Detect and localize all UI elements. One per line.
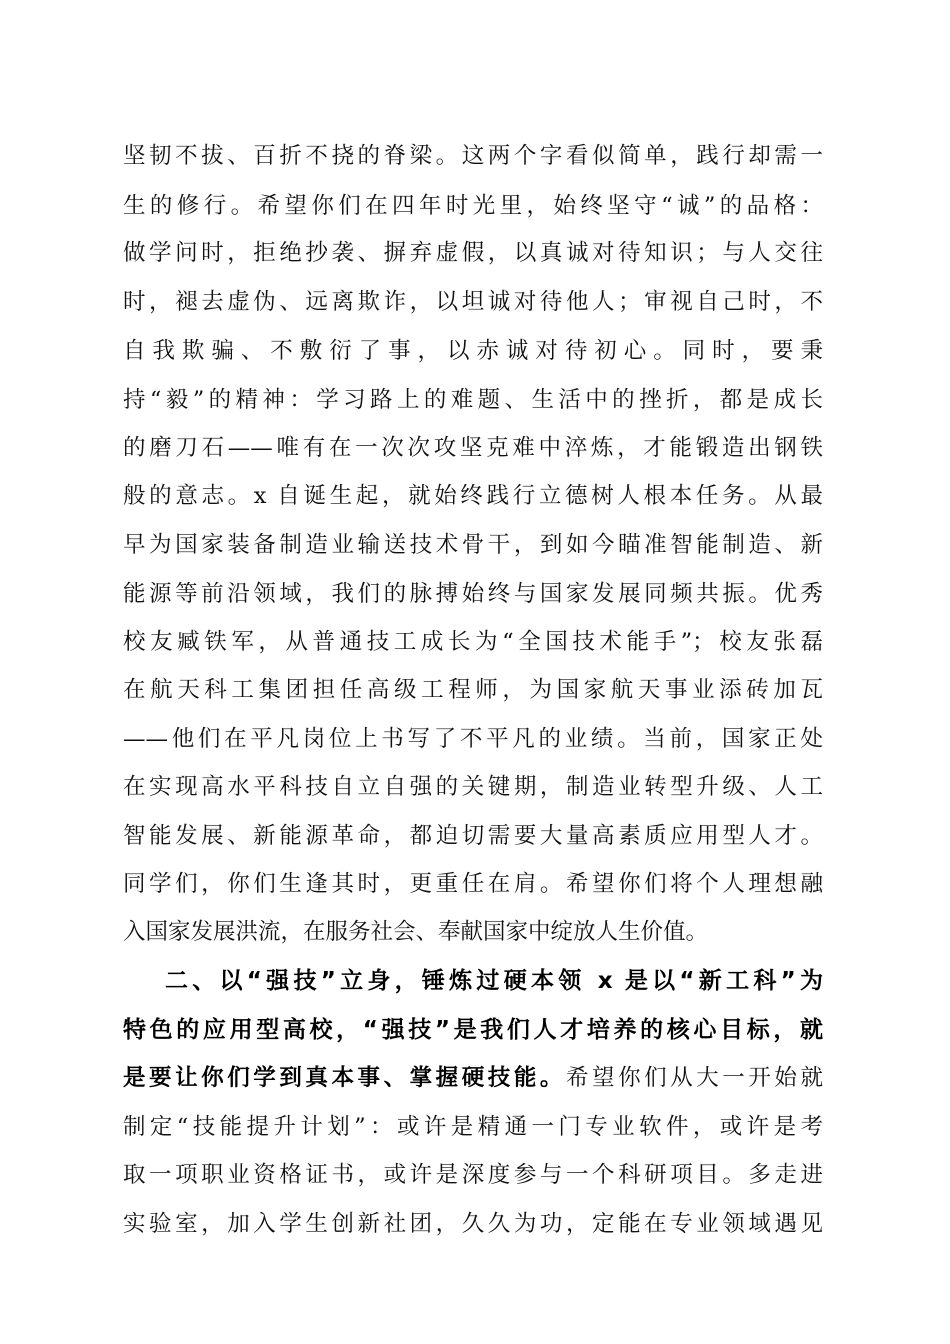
body-text-line: 在实现高水平科技自立自强的关键期，制造业转型升级、人工 bbox=[123, 774, 823, 800]
section-heading-line: 二、以“强技”立身，锤炼过硬本领 x 是以“新工科”为 bbox=[165, 968, 823, 994]
body-text-line: 做学问时，拒绝抄袭、摒弃虚假，以真诚对待知识；与人交往 bbox=[123, 240, 823, 266]
body-text-line: 实验室，加入学生创新社团，久久为功，定能在专业领域遇见 bbox=[123, 1211, 823, 1237]
body-text-line: 生的修行。希望你们在四年时光里，始终坚守“诚”的品格： bbox=[123, 193, 823, 219]
body-text-line: 时，褪去虚伪、远离欺诈，以坦诚对待他人；审视自己时，不 bbox=[123, 289, 823, 315]
body-text-line: 持“毅”的精神：学习路上的难题、生活中的挫折，都是成长 bbox=[123, 387, 823, 413]
body-text-line: 坚韧不拔、百折不挠的脊梁。这两个字看似简单，践行却需一 bbox=[123, 143, 823, 169]
body-text-segment: 希望你们从大一开始就 bbox=[565, 1065, 823, 1091]
mixed-text-line bbox=[123, 1058, 823, 1098]
body-text-line: 般的意志。x 自诞生起，就始终践行立德树人根本任务。从最 bbox=[123, 483, 823, 509]
body-text-line: 同学们，你们生逢其时，更重任在肩。希望你们将个人理想融 bbox=[123, 871, 823, 897]
body-text-line: 自我欺骗、不敷衍了事，以赤诚对待初心。同时，要秉 bbox=[123, 338, 823, 364]
body-text-line: 校友臧铁军，从普通技工成长为“全国技术能手”；校友张磊 bbox=[123, 629, 823, 655]
body-text-line: ——他们在平凡岗位上书写了不平凡的业绩。当前，国家正处 bbox=[123, 726, 823, 752]
heading-tail-text: 是要让你们学到真本事、掌握硬技能。 bbox=[123, 1065, 566, 1091]
body-text-line: 能源等前沿领域，我们的脉搏始终与国家发展同频共振。优秀 bbox=[123, 581, 823, 607]
body-text-line: 智能发展、新能源革命，都迫切需要大量高素质应用型人才。 bbox=[123, 823, 823, 849]
body-text-line: 取一项职业资格证书，或许是深度参与一个科研项目。多走进 bbox=[123, 1162, 823, 1188]
body-text-line: 的磨刀石——唯有在一次次攻坚克难中淬炼，才能锻造出钢铁 bbox=[123, 435, 823, 461]
section-heading-line: 特色的应用型高校，“强技”是我们人才培养的核心目标，就 bbox=[123, 1017, 823, 1043]
body-text-line: 制定“技能提升计划”：或许是精通一门专业软件，或许是考 bbox=[123, 1114, 823, 1140]
body-text-line: 入国家发展洪流，在服务社会、奉献国家中绽放人生价值。 bbox=[123, 919, 709, 945]
body-text-line: 早为国家装备制造业输送技术骨干，到如今瞄准智能制造、新 bbox=[123, 532, 823, 558]
body-text-line: 在航天科工集团担任高级工程师，为国家航天事业添砖加瓦 bbox=[123, 677, 823, 703]
